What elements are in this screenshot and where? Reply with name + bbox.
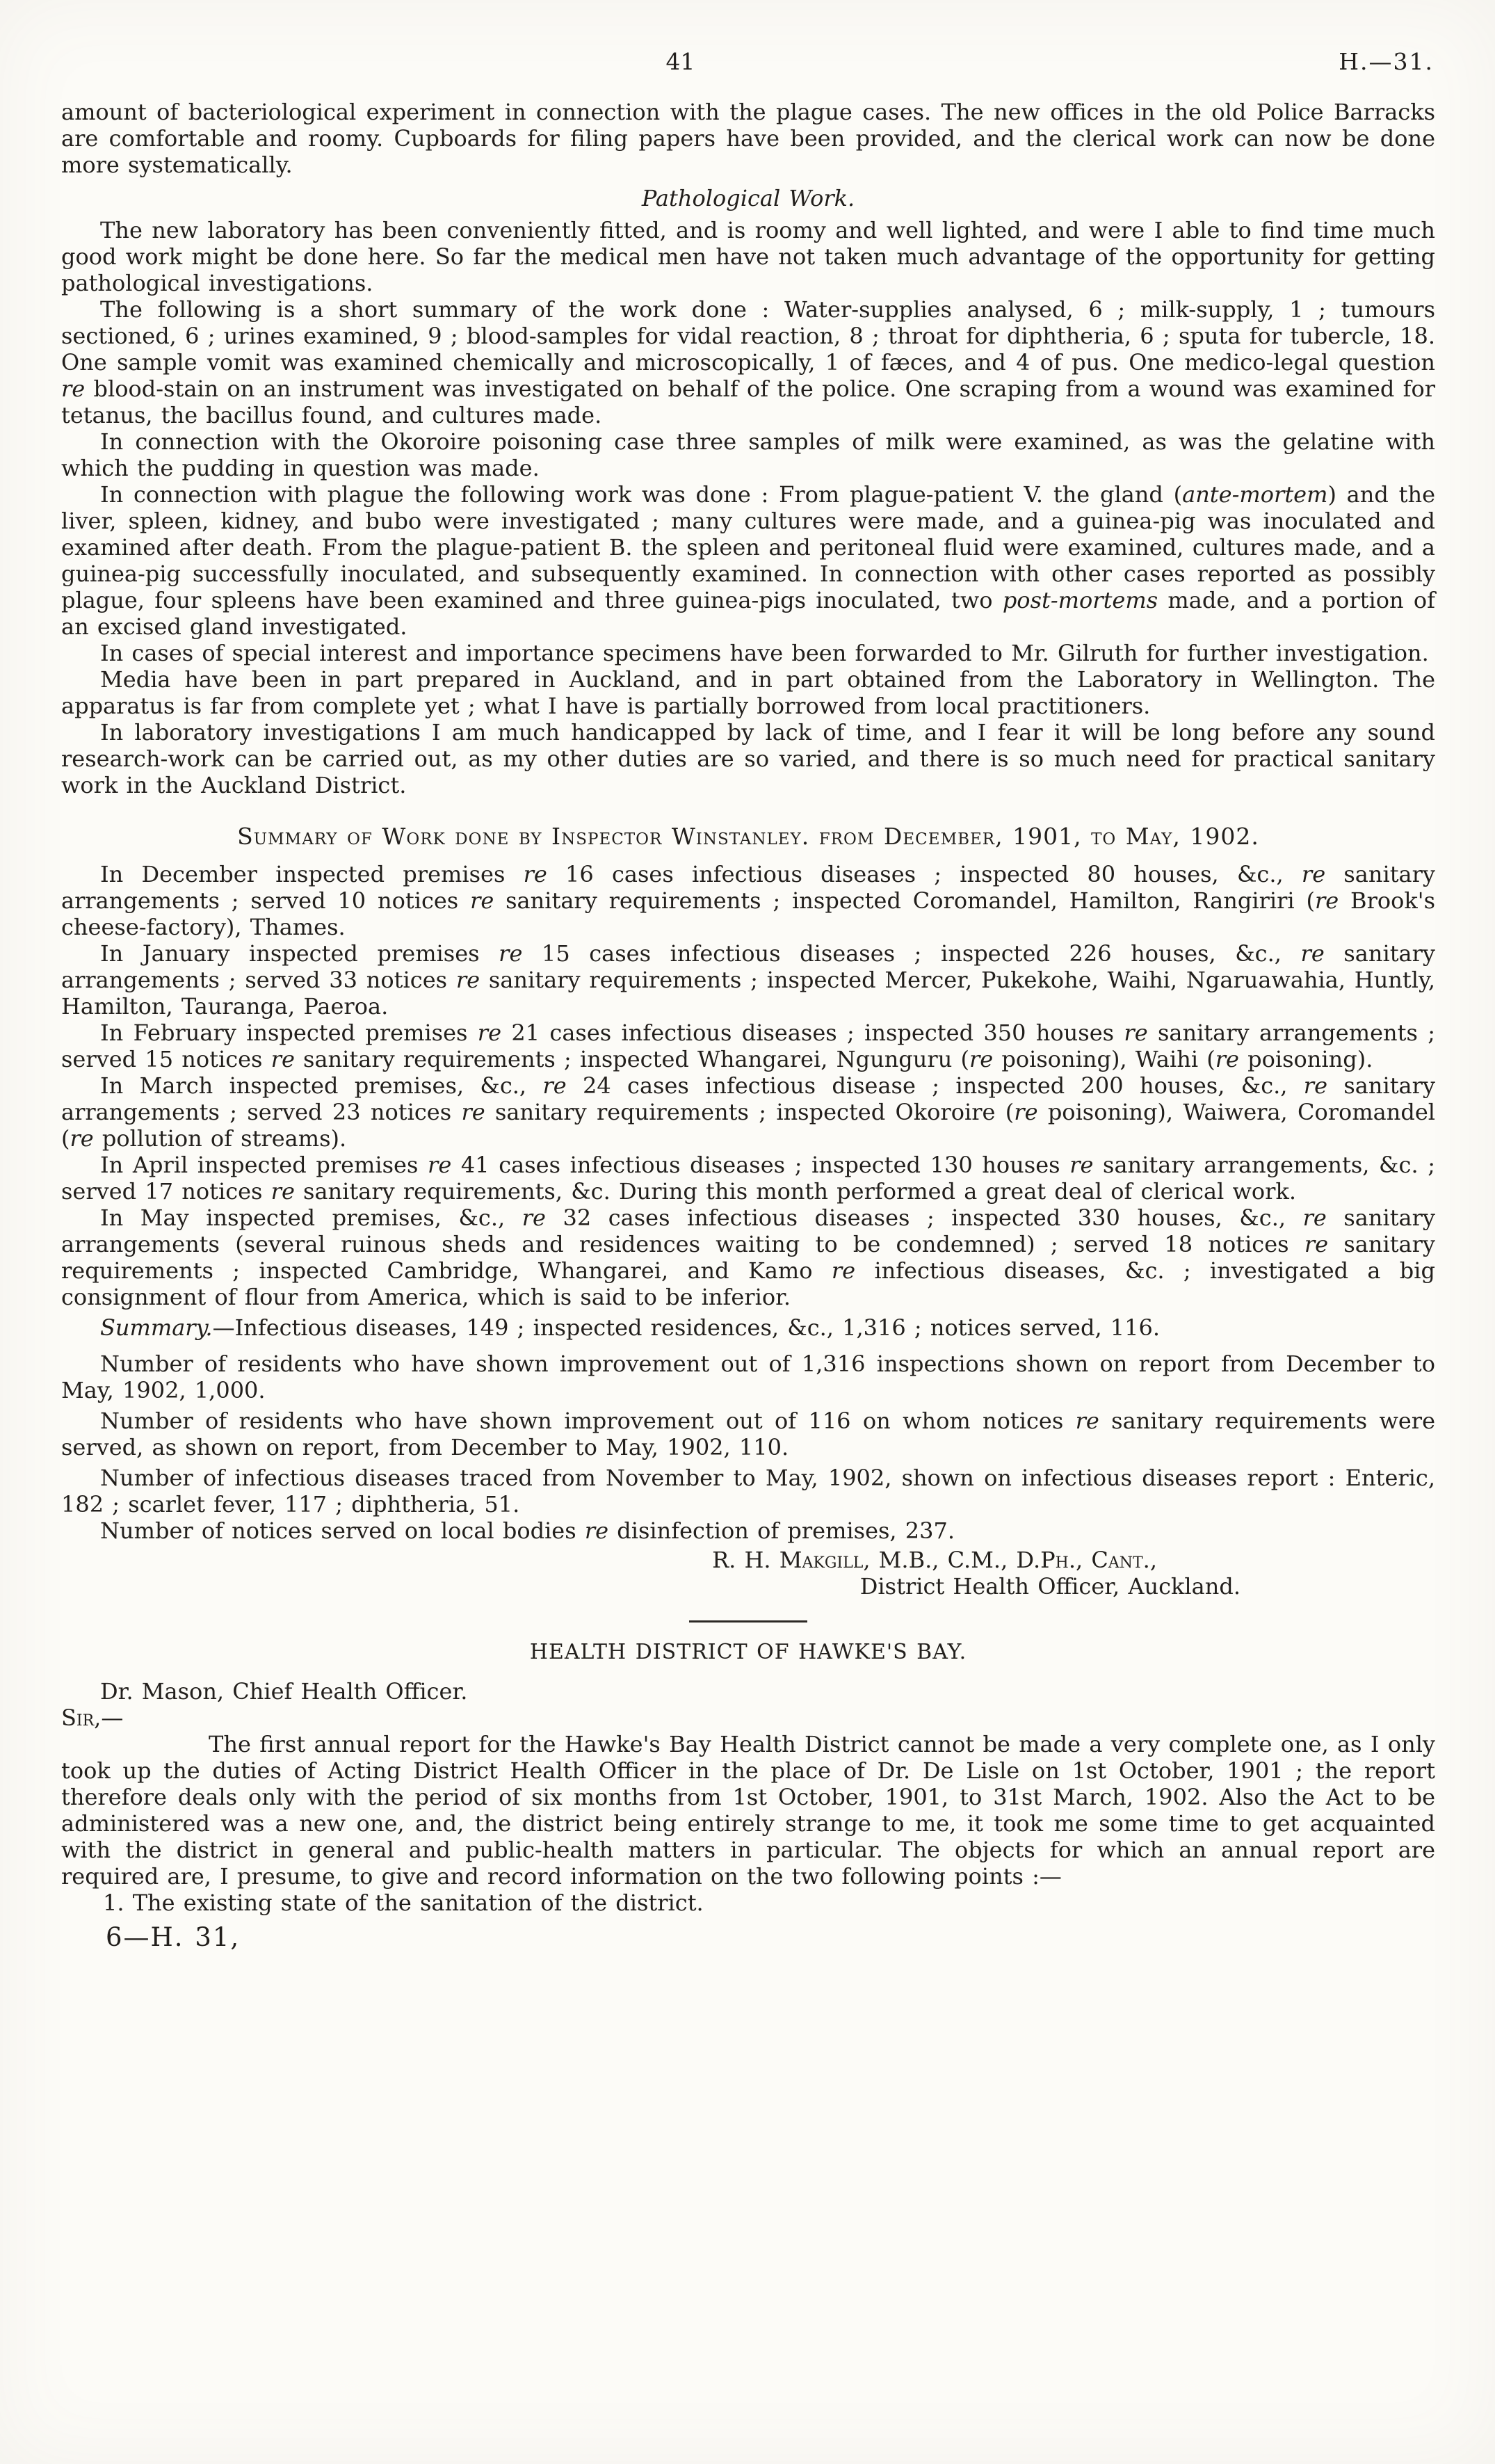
paragraph: In laboratory investigations I am much handicapped by lack of time, and I fear it will be long before any sound research-work can be carried out, as my other duties are so varied, and there is so much need for practical sanitary work in the Auckland District. — [61, 719, 1435, 798]
winstanley-summary-heading: Summary of Work done by Inspector Winstanley. from December, 1901, to May, 1902. — [237, 823, 1259, 850]
signature-title: District Health Officer, Auckland. — [859, 1573, 1241, 1600]
section-winstanley-summary — [61, 823, 1435, 1544]
paragraph-hawkes-bay-intro: The first annual report for the Hawke's Bay Health District cannot be made a very complete one, as I only took up the duties of Acting District Health Officer in the place of Dr. De Lisle on 1st October, 1901 ; the report therefore deals only with the period of six months from 1st October, 1901, to 31st March, 1902. Also the Act to be administered was a new one, and, the district being entirely strange to me, it took me some time to get acquainted with the district in general and public-health matters in particular. The objects for which an annual report are required are, I presume, to give and record information on the two following points :— — [61, 1731, 1435, 1890]
paragraph: The new laboratory has been conveniently fitted, and is roomy and well lighted, and were I able to find time much good work might be done here. So far the medical men have not taken much advantage of the opportunity for getting pathological investigations. — [61, 217, 1435, 296]
page-number: 41 — [665, 48, 695, 75]
addressee-line: Dr. Mason, Chief Health Officer. — [100, 1678, 468, 1705]
paragraph: Media have been in part prepared in Auckland, and in part obtained from the Laboratory in Wellington. The apparatus is far from complete yet ; what I have is partially borrowed from local practitioners. — [61, 666, 1435, 719]
signature-name: R. H. Makgill, M.B., C.M., D.Ph., Cant., — [712, 1547, 1157, 1573]
page-footer — [61, 1924, 1435, 1951]
printers-signature-mark: 6—H. 31, — [106, 1922, 241, 1952]
signature-block — [61, 1547, 1435, 1600]
section-hawkes-bay — [61, 1639, 1435, 1916]
paragraph-may: In May inspected premises, &c., re 32 cases infectious diseases ; inspected 330 houses, &c., re sanitary arrangements (several ruinous sheds and residences waiting to be condemned) ; served 18 notices re sanitary requirements ; inspected Cambridge, Whangarei, and Kamo re infectious diseases, &c. ; investigated a big consignment of flour from America, which is said to be inferior. — [61, 1205, 1436, 1310]
paragraph-stat: Number of residents who have shown improvement out of 116 on whom notices re sanitary requirements were served, as shown on report, from December to May, 1902, 110. — [61, 1408, 1436, 1460]
section-divider — [689, 1620, 807, 1622]
paragraph: In cases of special interest and importance specimens have been forwarded to Mr. Gilruth for further investigation. — [100, 640, 1429, 666]
paragraph-january: In January inspected premises re 15 cases infectious diseases ; inspected 226 houses, &c., re sanitary arrangements ; served 33 notices re sanitary requirements ; inspected Mercer, Pukekohe, Waihi, Ngaruawahia, Huntly, Hamilton, Tauranga, Paeroa. — [61, 940, 1436, 1020]
section-continuation — [61, 99, 1435, 178]
paragraph-stat: Number of residents who have shown improvement out of 1,316 inspections shown on report from December to May, 1902, 1,000. — [61, 1351, 1435, 1403]
paragraph-march: In March inspected premises, &c., re 24 cases infectious disease ; inspected 200 houses, &c., re sanitary arrangements ; served 23 notices re sanitary requirements ; inspected Okoroire (re poisoning), Waiwera, Coromandel (re pollution of streams). — [61, 1072, 1436, 1152]
numbered-list-item: 1. The existing state of the sanitation of the district. — [103, 1890, 704, 1916]
salutation-line: Sir,— — [61, 1705, 124, 1731]
paragraph-april: In April inspected premises re 41 cases infectious diseases ; inspected 130 houses re sanitary arrangements, &c. ; served 17 notices re sanitary requirements, &c. During this month performed a great deal of clerical work. — [61, 1152, 1436, 1205]
document-reference: H.—31. — [1339, 48, 1434, 75]
paragraph-stat: Number of infectious diseases traced from November to May, 1902, shown on infectious diseases report : Enteric, 182 ; scarlet fever, 117 ; diphtheria, 51. — [61, 1465, 1435, 1517]
paragraph: In connection with the Okoroire poisoning case three samples of milk were examined, as was the gelatine with which the pudding in question was made. — [61, 428, 1435, 481]
page-header — [61, 49, 1435, 81]
pathological-work-heading: Pathological Work. — [641, 185, 855, 211]
paragraph-summary-totals: Summary.—Infectious diseases, 149 ; inspected residences, &c., 1,316 ; notices served, 116. — [100, 1314, 1161, 1341]
paragraph-december: In December inspected premises re 16 cases infectious diseases ; inspected 80 houses, &c., re sanitary arrangements ; served 10 notices re sanitary requirements ; inspected Coromandel, Hamilton, Rangiriri (re Brook's cheese-factory), Thames. — [61, 861, 1436, 940]
paragraph-february: In February inspected premises re 21 cases infectious diseases ; inspected 350 houses re sanitary arrangements ; served 15 notices re sanitary requirements ; inspected Whangarei, Ngunguru (re poisoning), Waihi (re poisoning). — [61, 1020, 1436, 1072]
hawkes-bay-heading: HEALTH DISTRICT OF HAWKE'S BAY. — [529, 1640, 967, 1664]
paragraph-stat: Number of notices served on local bodies re disinfection of premises, 237. — [100, 1517, 955, 1544]
paragraph-continuation: amount of bacteriological experiment in connection with the plague cases. The new offices in the old Police Barracks are comfortable and roomy. Cupboards for filing papers have been provided, and the clerical work can now be done more systematically. — [61, 99, 1435, 178]
paragraph: In connection with plague the following work was done : From plague-patient V. the gland (ante-mortem) and the liver, spleen, kidney, and bubo were investigated ; many cultures were made, and a guinea-pig was inoculated and examined after death. From the plague-patient B. the spleen and peritoneal fluid were examined, cultures made, and a guinea-pig successfully inoculated, and subsequently examined. In connection with other cases reported as possibly plague, four spleens have been examined and three guinea-pigs inoculated, two post-mortems made, and a portion of an excised gland investigated. — [61, 481, 1436, 640]
paragraph: The following is a short summary of the work done : Water-supplies analysed, 6 ; milk-supply, 1 ; tumours sectioned, 6 ; urines examined, 9 ; blood-samples for vidal reaction, 8 ; throat for diphtheria, 6 ; sputa for tubercle, 18. One sample vomit was examined chemically and microscopically, 1 of fæces, and 4 of pus. One medico-legal question re blood-stain on an instrument was investigated on behalf of the police. One scraping from a wound was examined for tetanus, the bacillus found, and cultures made. — [61, 296, 1435, 428]
section-pathological-work — [61, 185, 1435, 798]
